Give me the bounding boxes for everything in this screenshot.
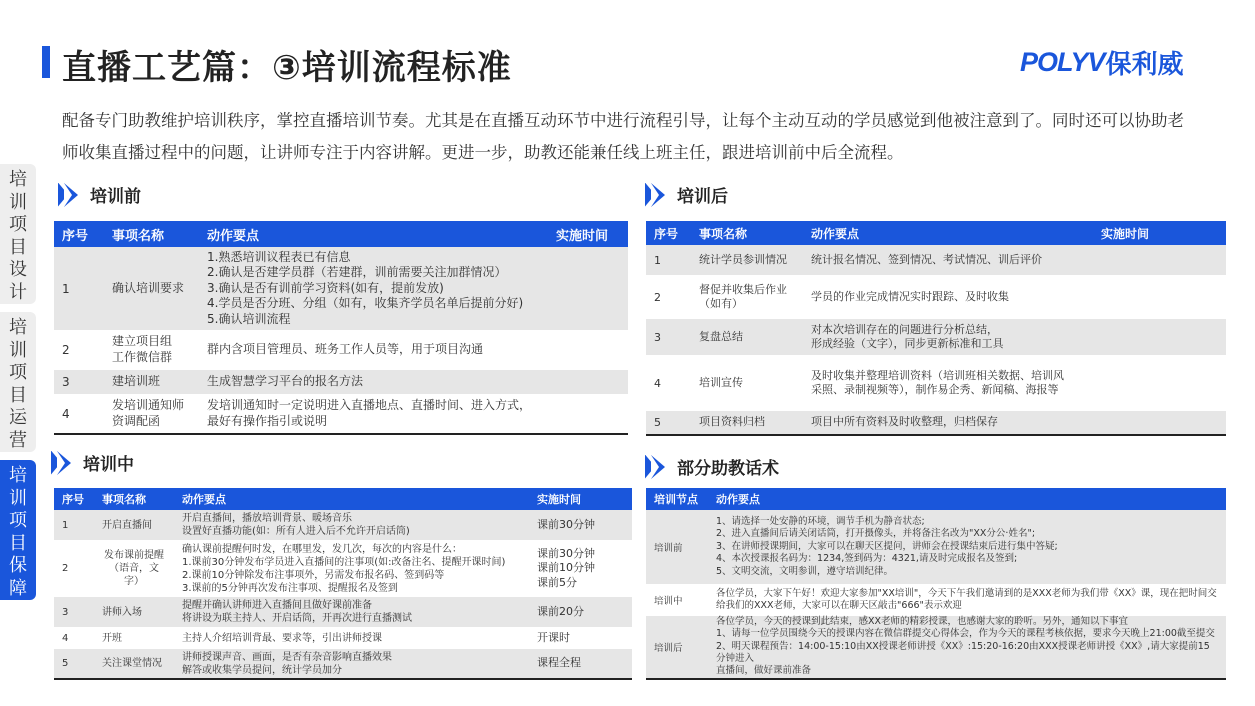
chevron-icon: [651, 455, 665, 479]
section-scripts-heading: 部分助教话术: [645, 454, 779, 479]
table-row: 2 建立项目组 工作微信群 群内含项目管理员、班务工作人员等，用于项目沟通: [54, 330, 628, 370]
table-row: 5 项目资料归档 项目中所有资料及时收整理，归档保存: [646, 411, 1226, 435]
col-header: 序号: [54, 221, 104, 247]
table-row: 2 督促并收集后作业 （如有） 学员的作业完成情况实时跟踪、及时收集: [646, 275, 1226, 319]
table-row: 4 发培训通知师 资调配函 发培训通知时一定说明进入直播地点、直播时间、进入方式， 最好有操作指引或说明: [54, 394, 628, 434]
side-tab-design[interactable]: 培 训 项 目 设 计: [0, 164, 36, 304]
section-during-heading: 培训中: [51, 450, 134, 475]
col-header: 动作要点: [174, 488, 529, 510]
intro-paragraph: 配备专门助教维护培训秩序，掌控直播培训节奏。尤其是在直播互动环节中进行流程引导，让每个主动互动的学员感觉到他被注意到了。同时还可以协助老师收集直播过程中的问题，让讲师专注于内容讲解。更进一步，助教还能兼任线上班主任，跟进培训前中后全流程。: [62, 111, 1184, 162]
table-row: 1 统计学员参训情况 统计报名情况、签到情况、考试情况、训后评价: [646, 245, 1226, 275]
table-row: 培训后 各位学员，今天的授课到此结束，感XX老师的精彩授课，也感谢大家的聆听。另外，通知以下事宜 1、请每一位学员围绕今天的授课内容在微信群提交心得体会，作为今天的课程考核依据，要求今天晚上21:00截至提交 2、明天课程预告：14:00-15:10由XX授课老师讲授《XX》:15:20-16:20由XXX授课老师讲授《XX》,请大家提前15分钟进入 直播间，做好课前准备: [646, 616, 1226, 679]
col-header: 事项名称: [94, 488, 174, 510]
table-row: 3 建培训班 生成智慧学习平台的报名方法: [54, 370, 628, 394]
side-tab-nav: [0, 164, 36, 608]
col-header: 事项名称: [691, 221, 803, 245]
table-during: [54, 488, 632, 680]
side-tab-operation[interactable]: 培 训 项 目 运 营: [0, 312, 36, 452]
col-header: 实施时间: [1093, 221, 1226, 245]
logo-text-cn: 保利威: [1105, 49, 1184, 80]
table-row: 3 复盘总结 对本次培训存在的问题进行分析总结， 形成经验（文字），同步更新标准和工具: [646, 319, 1226, 355]
col-header: 事项名称: [104, 221, 199, 247]
chevron-icon: [57, 451, 71, 475]
table-row: 2 发布课前提醒 （语音，文字） 确认课前提醒何时发，在哪里发，发几次，每次的内容是什么： 1.课前30分钟发布学员进入直播间的注事项(如:改备注名、提醒开课时间) 2.课前10分钟除发布注事项外，另需发布报名码、签到码等 3.课前的5分钟再次发布注事项、提醒报名及签到 课前30分钟 课前10分钟 课前5分: [54, 540, 632, 597]
table-row: 1 开启直播间 开启直播间，播放培训背景、暖场音乐 设置好直播功能(如：所有人进入后不允许开启话筒) 课前30分钟: [54, 510, 632, 540]
side-tab-guarantee[interactable]: 培 训 项 目 保 障: [0, 460, 36, 600]
page-title: 直播工艺篇：③培训流程标准: [62, 48, 512, 88]
chevron-icon: [651, 183, 665, 207]
title-accent-bar: [42, 46, 50, 78]
table-row: 培训中 各位学员，大家下午好！欢迎大家参加"XX培训"，今天下午我们邀请到的是XXX老师为我们带《XX》课，现在把时间交 给我们的XXX老师，大家可以在聊天区敲击"666"表示欢迎: [646, 584, 1226, 616]
table-row: 5 关注课堂情况 讲师授课声音、画面，是否有杂音影响直播效果 解答或收集学员提问，统计学员加分 课程全程: [54, 649, 632, 679]
table-row: 4 开班 主持人介绍培训背最、要求等，引出讲师授课 开课时: [54, 627, 632, 649]
logo-text-en: POLYV: [1020, 46, 1105, 77]
brand-logo: [1020, 44, 1184, 80]
section-after-heading: 培训后: [645, 182, 728, 207]
table-row: 4 培训宣传 及时收集并整理培训资料（培训班相关数据、培训风 采照、录制视频等），制作易企秀、新闻稿、海报等: [646, 355, 1226, 411]
col-header: 实施时间: [548, 221, 628, 247]
table-row: 培训前 1、请选择一处安静的环境，调节手机为静音状态; 2、进入直播间后请关闭话筒，打开摄像头，并将备注名改为"XX分公·姓名"; 3、在讲师授课期间，大家可以在聊天区提问，讲师会在授课结束后进行集中答疑; 4、本次授课报名码为：1234,签到码为：4321,请及时完成报名及签到; 5、文明交流，文明参训，遵守培训纪律。: [646, 510, 1226, 584]
col-header: 序号: [54, 488, 94, 510]
col-header: 培训节点: [646, 488, 708, 510]
chevron-icon: [64, 183, 78, 207]
col-header: 动作要点: [199, 221, 548, 247]
table-row: 3 讲师入场 提醒并确认讲师进入直播间且做好课前准备 将讲设为联主持人、开启话筒，开再次进行直播测试 课前20分: [54, 597, 632, 627]
col-header: 动作要点: [708, 488, 1226, 510]
table-row: 1 确认培训要求 1.熟悉培训议程表已有信息 2.确认是否建学员群（若建群，训前需要关注加群情况） 3.确认是否有训前学习资料(如有，提前发放) 4.学员是否分班、分组（如有，收集齐学员名单后提前分好) 5.确认培训流程: [54, 247, 628, 330]
col-header: 序号: [646, 221, 691, 245]
table-after: [646, 221, 1226, 436]
section-before-heading: 培训前: [58, 182, 141, 207]
table-scripts: [646, 488, 1226, 680]
col-header: 实施时间: [529, 488, 632, 510]
col-header: 动作要点: [803, 221, 1093, 245]
table-before: [54, 221, 628, 435]
